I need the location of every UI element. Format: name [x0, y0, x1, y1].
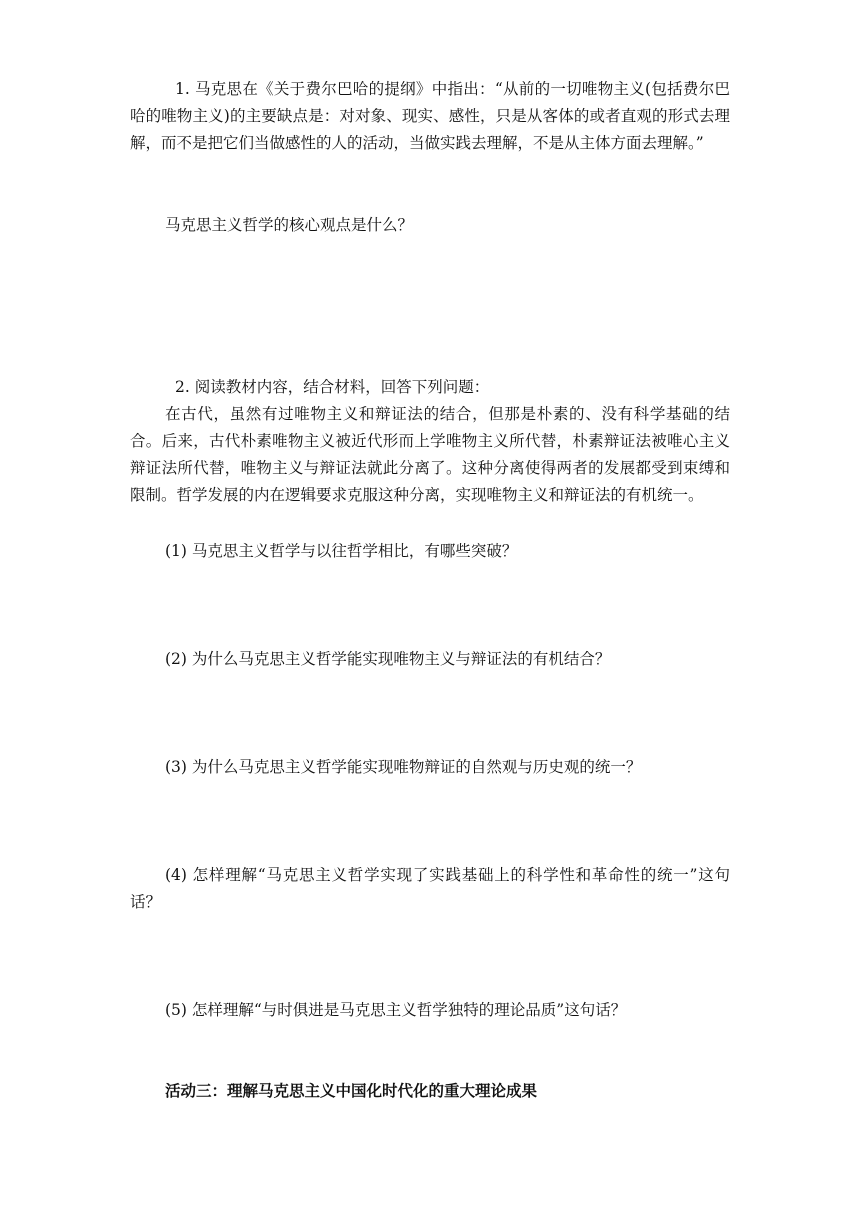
sub-question-1: (1) 马克思主义哲学与以往哲学相比，有哪些突破？: [165, 542, 518, 560]
sub-question-5: (5) 怎样理解“与时俱进是马克思主义哲学独特的理论品质”这句话？: [165, 1001, 627, 1019]
question-2-material: 在古代，虽然有过唯物主义和辩证法的结合，但那是朴素的、没有科学基础的结合。后来，古代朴素唯物主义被近代形而上学唯物主义所代替，朴素辩证法被唯心主义辩证法所代替，唯物主义与辩证法就此分离了。这种分离使得两者的发展都受到束缚和限制。哲学发展的内在逻辑要求克服这种分离，实现唯物主义和辩证法的有机统一。: [130, 405, 730, 504]
question-1-prompt: 马克思主义哲学的核心观点是什么？: [165, 216, 414, 234]
question-1-material: 1. 马克思在《关于费尔巴哈的提纲》中指出：“从前的一切唯物主义(包括费尔巴哈的唯物主义)的主要缺点是：对对象、现实、感性，只是从客体的或者直观的形式去理解，而不是把它们当做感性的人的活动，当做实践去理解，不是从主体方面去理解。”: [130, 80, 730, 152]
sub-question-3: (3) 为什么马克思主义哲学能实现唯物辩证的自然观与历史观的统一？: [165, 758, 642, 776]
activity-3-heading: 活动三：理解马克思主义中国化时代化的重大理论成果: [165, 1082, 538, 1100]
question-2-intro: 2. 阅读教材内容，结合材料，回答下列问题：: [175, 378, 490, 396]
sub-question-2: (2) 为什么马克思主义哲学能实现唯物主义与辩证法的有机结合？: [165, 650, 611, 668]
sub-question-4: (4) 怎样理解“马克思主义哲学实现了实践基础上的科学性和革命性的统一”这句话？: [130, 866, 730, 911]
